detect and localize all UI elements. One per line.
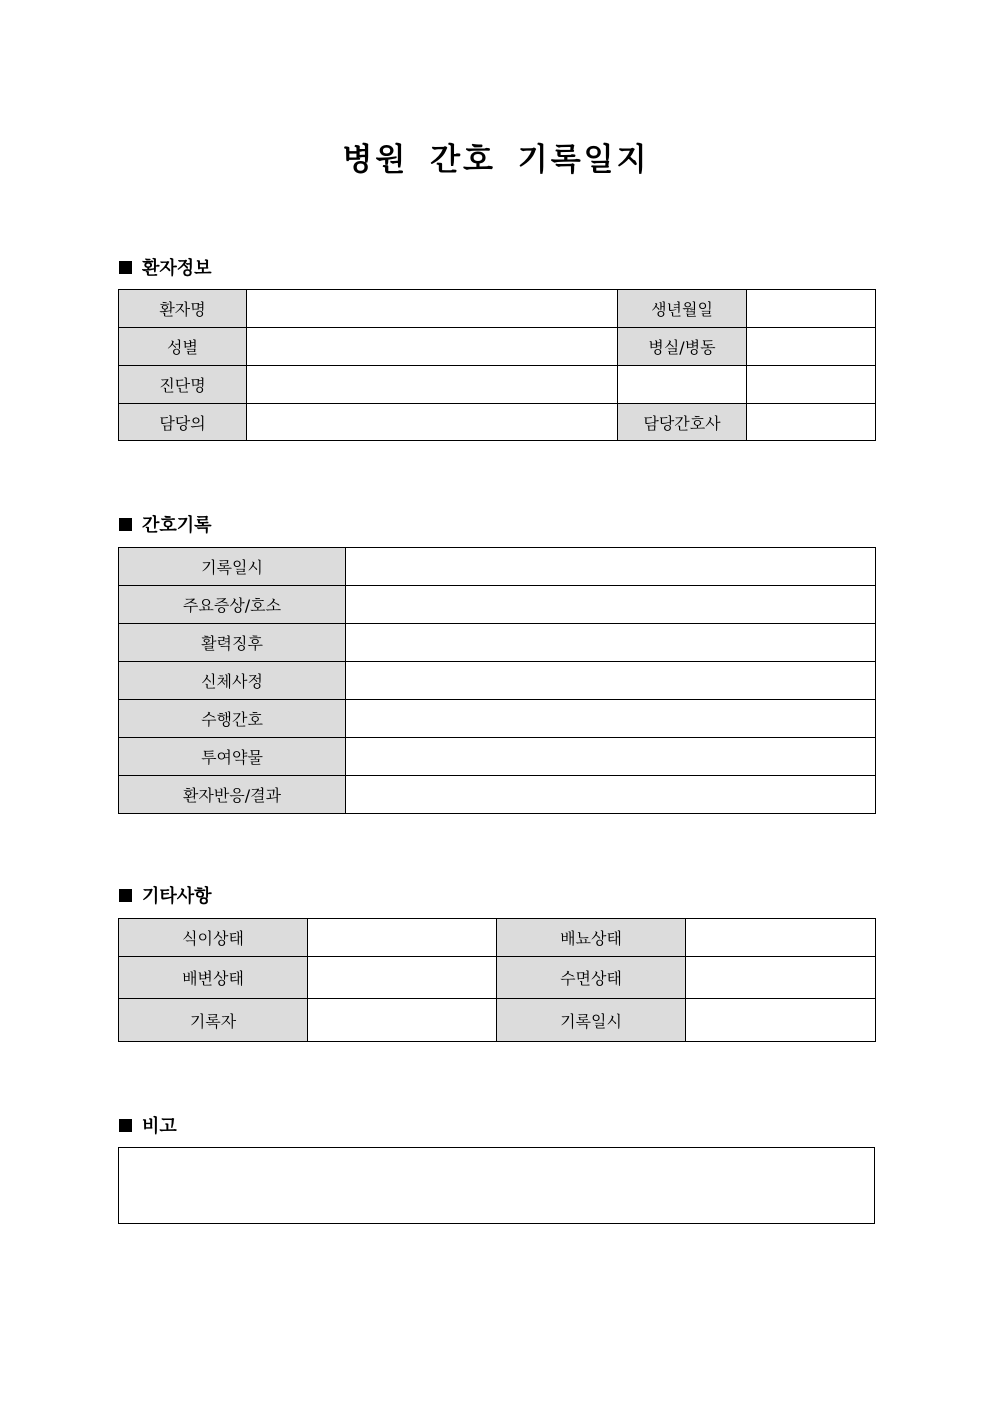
table-row [119,1148,875,1224]
table-row [119,919,876,957]
field-chief-complaint[interactable] [346,586,876,624]
label-diagnosis: 진단명 [119,366,247,404]
other-info-table [118,918,876,1042]
label-room-ward: 병실/병동 [618,328,747,366]
square-bullet-icon [119,1119,132,1132]
label-bowel-status: 배변상태 [119,957,308,999]
table-row [119,624,876,662]
table-row [119,404,876,441]
field-nurse-in-charge[interactable] [747,404,876,441]
field-diet-status[interactable] [308,919,497,957]
label-patient-name: 환자명 [119,290,247,328]
square-bullet-icon [119,261,132,274]
square-bullet-icon [119,518,132,531]
field-attending-doctor[interactable] [247,404,618,441]
field-record-datetime[interactable] [346,548,876,586]
table-row [119,700,876,738]
table-row [119,290,876,328]
field-remarks[interactable] [119,1148,875,1224]
label-sex: 성별 [119,328,247,366]
label-medications: 투여약물 [119,738,346,776]
label-vital-signs: 활력징후 [119,624,346,662]
section-heading-label: 환자정보 [142,258,212,279]
field-patient-name[interactable] [247,290,618,328]
nursing-record-table [118,547,876,814]
patient-info-table [118,289,876,441]
table-row [119,776,876,814]
field-medications[interactable] [346,738,876,776]
label-recorder: 기록자 [119,999,308,1042]
section-heading-label: 기타사항 [142,886,212,907]
table-row [119,957,876,999]
label-nursing-performed: 수행간호 [119,700,346,738]
table-row [119,548,876,586]
section-heading-remarks [119,1112,177,1138]
section-heading-other [119,882,212,908]
label-attending-doctor: 담당의 [119,404,247,441]
label-sleep-status: 수면상태 [497,957,686,999]
square-bullet-icon [119,889,132,902]
field-urination-status[interactable] [686,919,876,957]
field-bowel-status[interactable] [308,957,497,999]
field-vital-signs[interactable] [346,624,876,662]
table-row [119,366,876,404]
section-heading-label: 비고 [142,1116,177,1137]
label-nurse-in-charge: 담당간호사 [618,404,747,441]
field-sex[interactable] [247,328,618,366]
field-sleep-status[interactable] [686,957,876,999]
blank-label-cell [618,366,747,404]
field-diagnosis[interactable] [247,366,618,404]
section-heading-nursing-record [119,511,212,537]
remarks-table [118,1147,875,1224]
field-recorder[interactable] [308,999,497,1042]
blank-value-cell[interactable] [747,366,876,404]
label-record-datetime-2: 기록일시 [497,999,686,1042]
table-row [119,328,876,366]
page-title: 병원 간호 기록일지 [342,142,650,178]
field-nursing-performed[interactable] [346,700,876,738]
field-birth-date[interactable] [747,290,876,328]
field-physical-assessment[interactable] [346,662,876,700]
table-row [119,738,876,776]
label-physical-assessment: 신체사정 [119,662,346,700]
label-birth-date: 생년월일 [618,290,747,328]
table-row [119,662,876,700]
label-patient-response: 환자반응/결과 [119,776,346,814]
field-record-datetime-2[interactable] [686,999,876,1042]
section-heading-patient-info [119,254,212,280]
table-row [119,586,876,624]
label-diet-status: 식이상태 [119,919,308,957]
label-urination-status: 배뇨상태 [497,919,686,957]
field-room-ward[interactable] [747,328,876,366]
label-record-datetime: 기록일시 [119,548,346,586]
label-chief-complaint: 주요증상/호소 [119,586,346,624]
field-patient-response[interactable] [346,776,876,814]
section-heading-label: 간호기록 [142,515,212,536]
table-row [119,999,876,1042]
